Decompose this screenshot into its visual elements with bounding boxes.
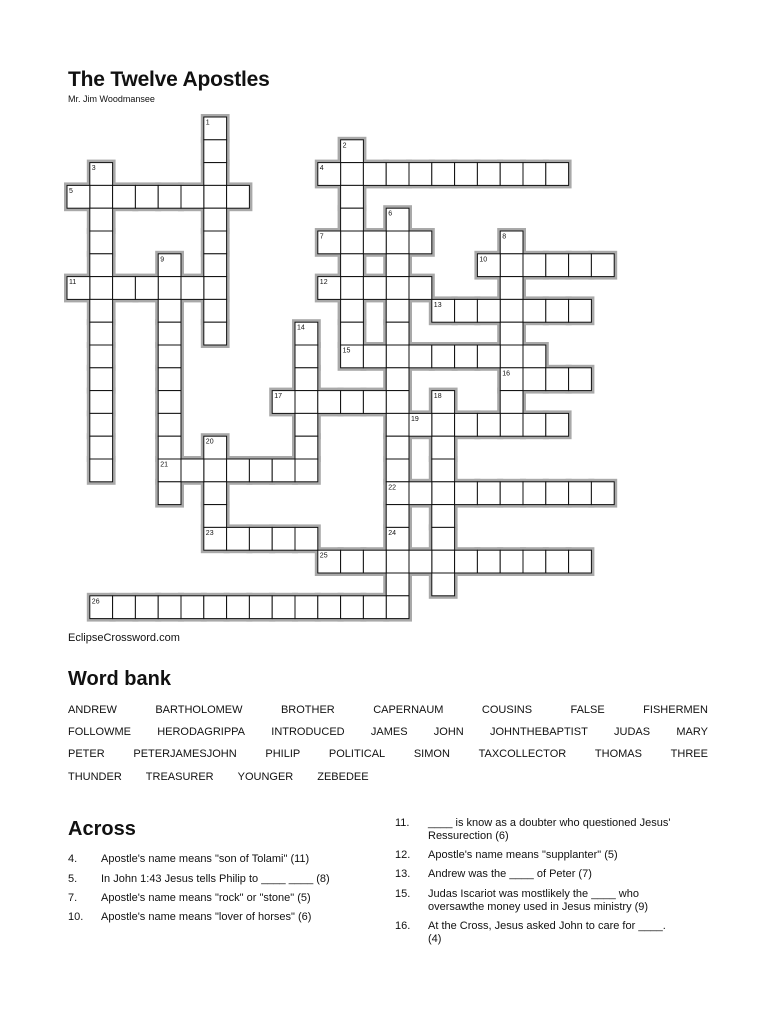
clue-number: 16 xyxy=(502,370,510,378)
word-bank-word: FOLLOWME xyxy=(68,726,131,738)
crossword-cell[interactable] xyxy=(158,299,181,322)
crossword-cell[interactable] xyxy=(386,505,409,528)
crossword-cell[interactable] xyxy=(181,596,204,619)
crossword-cell[interactable] xyxy=(455,550,478,573)
crossword-cell[interactable] xyxy=(204,299,227,322)
crossword-cell[interactable] xyxy=(295,391,318,414)
crossword-cell[interactable] xyxy=(341,596,364,619)
across-clue xyxy=(68,873,368,886)
crossword-cell[interactable] xyxy=(523,550,546,573)
crossword-cell[interactable] xyxy=(341,391,364,414)
crossword-cell[interactable] xyxy=(204,596,227,619)
word-bank-word: COUSINS xyxy=(481,704,533,716)
crossword-cell[interactable] xyxy=(500,163,523,186)
clue-number: 5. xyxy=(68,873,78,885)
crossword-cell[interactable] xyxy=(90,254,113,277)
crossword-cell[interactable] xyxy=(500,413,523,436)
word-bank-word: TAXCOLLECTOR xyxy=(478,748,567,760)
crossword-cell[interactable] xyxy=(363,550,386,573)
crossword-cell[interactable] xyxy=(158,436,181,459)
crossword-cell[interactable] xyxy=(341,277,364,300)
crossword-cell[interactable] xyxy=(523,368,546,391)
across-clue xyxy=(395,849,725,862)
across-clue xyxy=(395,888,725,914)
crossword-cell[interactable] xyxy=(477,299,500,322)
crossword-cell[interactable] xyxy=(90,277,113,300)
crossword-cell[interactable] xyxy=(204,185,227,208)
crossword-cell[interactable] xyxy=(432,527,455,550)
crossword-cell[interactable] xyxy=(569,482,592,505)
across-clue xyxy=(395,920,725,946)
crossword-cell[interactable] xyxy=(477,413,500,436)
crossword-cell[interactable] xyxy=(546,482,569,505)
word-bank-word: YOUNGER xyxy=(237,771,294,783)
crossword-cell[interactable] xyxy=(500,391,523,414)
crossword-cell[interactable] xyxy=(90,322,113,345)
crossword-cell[interactable] xyxy=(386,596,409,619)
page-title: The Twelve Apostles xyxy=(68,68,270,91)
clue-number: 15. xyxy=(395,888,411,900)
word-bank-row xyxy=(68,704,708,718)
crossword-cell[interactable] xyxy=(90,231,113,254)
crossword-cell[interactable] xyxy=(432,436,455,459)
crossword-cell[interactable] xyxy=(409,345,432,368)
crossword-cell[interactable] xyxy=(272,596,295,619)
word-bank-word: PHILIP xyxy=(265,748,301,760)
crossword-cell[interactable] xyxy=(546,368,569,391)
word-bank-word: FALSE xyxy=(570,704,605,716)
clue-text: oversawthe money used in Jesus ministry (9) xyxy=(428,901,649,913)
crossword-cell[interactable] xyxy=(341,163,364,186)
crossword-cell[interactable] xyxy=(90,391,113,414)
crossword-cell[interactable] xyxy=(546,163,569,186)
clue-number: 23 xyxy=(205,529,214,537)
crossword-cell[interactable] xyxy=(113,596,136,619)
word-bank-word: SIMON xyxy=(413,748,450,760)
crossword-cell[interactable] xyxy=(432,459,455,482)
crossword-cell[interactable] xyxy=(181,277,204,300)
clue-text: Apostle's name means "lover of horses" (6) xyxy=(101,911,312,923)
crossword-cell[interactable] xyxy=(523,299,546,322)
clue-text: Judas Iscariot was mostlikely the ____ who xyxy=(428,888,639,900)
clue-number: 19 xyxy=(411,415,419,423)
crossword-cell[interactable] xyxy=(363,596,386,619)
clue-number: 22 xyxy=(388,484,396,492)
crossword-cell[interactable] xyxy=(272,527,295,550)
crossword-cell[interactable] xyxy=(409,231,432,254)
crossword-cell[interactable] xyxy=(135,185,158,208)
crossword-cell[interactable] xyxy=(204,254,227,277)
crossword-cell[interactable] xyxy=(455,413,478,436)
crossword-cell[interactable] xyxy=(295,459,318,482)
crossword-cell[interactable] xyxy=(409,163,432,186)
crossword-cell[interactable] xyxy=(409,277,432,300)
crossword-cell[interactable] xyxy=(158,185,181,208)
crossword-cell[interactable] xyxy=(158,368,181,391)
across-heading: Across xyxy=(68,818,136,840)
crossword-cell[interactable] xyxy=(386,459,409,482)
word-bank-word: THOMAS xyxy=(594,748,642,760)
crossword-cell[interactable] xyxy=(546,550,569,573)
crossword-cell[interactable] xyxy=(432,550,455,573)
crossword-cell[interactable] xyxy=(477,550,500,573)
word-bank-word: POLITICAL xyxy=(328,748,386,760)
crossword-cell[interactable] xyxy=(409,482,432,505)
crossword-cell[interactable] xyxy=(204,163,227,186)
crossword-cell[interactable] xyxy=(295,368,318,391)
crossword-cell[interactable] xyxy=(455,345,478,368)
clue-number: 26 xyxy=(91,598,100,606)
word-bank-row xyxy=(68,726,708,740)
crossword-cell[interactable] xyxy=(432,413,455,436)
word-bank-word: JUDAS xyxy=(614,726,651,738)
crossword-cell[interactable] xyxy=(569,368,592,391)
word-bank-word: THUNDER xyxy=(68,771,122,783)
crossword-cell[interactable] xyxy=(341,254,364,277)
crossword-cell[interactable] xyxy=(249,459,272,482)
crossword-cell[interactable] xyxy=(135,277,158,300)
word-bank-word: ANDREW xyxy=(68,704,117,716)
clue-number: 25 xyxy=(319,552,328,560)
clue-number: 10 xyxy=(479,256,488,264)
crossword-cell[interactable] xyxy=(135,596,158,619)
clue-number: 4 xyxy=(319,165,324,173)
crossword-cell[interactable] xyxy=(318,391,341,414)
across-clue xyxy=(395,817,725,843)
clue-number: 12. xyxy=(395,849,411,861)
author-name: Mr. Jim Woodmansee xyxy=(68,94,155,104)
word-bank-row xyxy=(68,748,708,762)
crossword-cell[interactable] xyxy=(569,550,592,573)
clue-number: 18 xyxy=(433,393,442,401)
crossword-cell[interactable] xyxy=(227,459,250,482)
crossword-cell[interactable] xyxy=(477,482,500,505)
crossword-cell[interactable] xyxy=(295,596,318,619)
crossword-cell[interactable] xyxy=(432,163,455,186)
crossword-cell[interactable] xyxy=(158,596,181,619)
crossword-cell[interactable] xyxy=(227,527,250,550)
crossword-cell[interactable] xyxy=(158,391,181,414)
crossword-cell[interactable] xyxy=(523,254,546,277)
word-bank-word: HERODAGRIPPA xyxy=(157,726,246,738)
crossword-cell[interactable] xyxy=(500,322,523,345)
clue-number: 20 xyxy=(205,438,214,446)
word-bank-word: ZEBEDEE xyxy=(317,771,369,783)
clue-number: 10. xyxy=(68,911,84,923)
crossword-cell[interactable] xyxy=(386,299,409,322)
crossword-cell[interactable] xyxy=(363,277,386,300)
across-clue xyxy=(68,853,368,866)
crossword-cell[interactable] xyxy=(249,596,272,619)
crossword-cell[interactable] xyxy=(432,573,455,596)
crossword-cell[interactable] xyxy=(90,299,113,322)
clue-number: 13 xyxy=(433,301,442,309)
crossword-cell[interactable] xyxy=(90,208,113,231)
crossword-cell[interactable] xyxy=(295,436,318,459)
crossword-cell[interactable] xyxy=(386,368,409,391)
crossword-cell[interactable] xyxy=(158,277,181,300)
crossword-cell[interactable] xyxy=(90,413,113,436)
crossword-cell[interactable] xyxy=(204,322,227,345)
clue-number: 15 xyxy=(342,347,351,355)
clue-number: 16. xyxy=(395,920,411,932)
across-clue xyxy=(395,868,725,881)
crossword-cell[interactable] xyxy=(386,573,409,596)
crossword-cell[interactable] xyxy=(523,482,546,505)
crossword-cell[interactable] xyxy=(386,163,409,186)
crossword-cell[interactable] xyxy=(90,345,113,368)
crossword-cell[interactable] xyxy=(455,482,478,505)
crossword-cell[interactable] xyxy=(569,299,592,322)
crossword-cell[interactable] xyxy=(432,482,455,505)
crossword-cell[interactable] xyxy=(363,345,386,368)
clue-text: Andrew was the ____ of Peter (7) xyxy=(428,868,592,880)
crossword-cell[interactable] xyxy=(569,254,592,277)
crossword-cell[interactable] xyxy=(455,163,478,186)
crossword-cell[interactable] xyxy=(90,185,113,208)
clue-number: 2 xyxy=(342,142,347,150)
word-bank-word: JAMES xyxy=(370,726,408,738)
clue-text: (4) xyxy=(428,933,442,945)
crossword-cell[interactable] xyxy=(523,163,546,186)
crossword-cell[interactable] xyxy=(591,482,614,505)
crossword-cell[interactable] xyxy=(204,140,227,163)
crossword-cell[interactable] xyxy=(295,527,318,550)
clue-number: 4. xyxy=(68,853,78,865)
clue-text: In John 1:43 Jesus tells Philip to ____ ____ (8) xyxy=(101,873,330,885)
crossword-cell[interactable] xyxy=(227,596,250,619)
clue-text: At the Cross, Jesus asked John to care for ____. xyxy=(428,920,666,932)
crossword-cell[interactable] xyxy=(409,550,432,573)
crossword-cell[interactable] xyxy=(500,277,523,300)
word-bank-word: CAPERNAUM xyxy=(373,704,444,716)
clue-text: Apostle's name means "rock" or "stone" (5) xyxy=(101,892,311,904)
clue-number: 21 xyxy=(160,461,168,469)
word-bank-word: BROTHER xyxy=(280,704,335,716)
word-bank-heading: Word bank xyxy=(68,668,171,690)
across-clue xyxy=(68,892,368,905)
crossword-cell[interactable] xyxy=(158,345,181,368)
crossword-cell[interactable] xyxy=(341,299,364,322)
crossword-cell[interactable] xyxy=(386,550,409,573)
crossword-cell[interactable] xyxy=(432,505,455,528)
crossword-cell[interactable] xyxy=(363,231,386,254)
clue-number: 13. xyxy=(395,868,411,880)
word-bank-word: PETER xyxy=(68,748,105,760)
clue-number: 6 xyxy=(388,210,393,218)
crossword-cell[interactable] xyxy=(386,277,409,300)
clue-number: 7 xyxy=(319,233,324,241)
crossword-cell[interactable] xyxy=(295,413,318,436)
crossword-cell[interactable] xyxy=(341,185,364,208)
word-bank-word: JOHNTHEBAPTIST xyxy=(490,726,588,738)
crossword-cell[interactable] xyxy=(500,254,523,277)
clue-number: 1 xyxy=(205,119,210,127)
crossword-cell[interactable] xyxy=(477,345,500,368)
clue-number: 14 xyxy=(297,324,305,332)
crossword-cell[interactable] xyxy=(227,185,250,208)
clue-number: 8 xyxy=(502,233,507,241)
crossword-cell[interactable] xyxy=(386,413,409,436)
word-bank-word: INTRODUCED xyxy=(271,726,345,738)
crossword-cell[interactable] xyxy=(204,505,227,528)
crossword-cell[interactable] xyxy=(455,299,478,322)
crossword-cell[interactable] xyxy=(90,459,113,482)
crossword-cell[interactable] xyxy=(158,413,181,436)
word-bank-word: TREASURER xyxy=(145,771,214,783)
crossword-cell[interactable] xyxy=(90,436,113,459)
crossword-cell[interactable] xyxy=(204,459,227,482)
crossword-cell[interactable] xyxy=(386,436,409,459)
word-bank-word: THREE xyxy=(670,748,708,760)
crossword-cell[interactable] xyxy=(363,391,386,414)
clue-text: Ressurection (6) xyxy=(428,830,509,842)
crossword-cell[interactable] xyxy=(546,413,569,436)
crossword-cell[interactable] xyxy=(386,254,409,277)
crossword-cell[interactable] xyxy=(386,322,409,345)
crossword-cell[interactable] xyxy=(204,231,227,254)
source-credit: EclipseCrossword.com xyxy=(68,632,180,644)
crossword-cell[interactable] xyxy=(341,322,364,345)
clue-number: 7. xyxy=(68,892,78,904)
crossword-cell[interactable] xyxy=(500,482,523,505)
crossword-cell[interactable] xyxy=(181,185,204,208)
clue-number: 11 xyxy=(69,279,77,287)
crossword-cell[interactable] xyxy=(546,299,569,322)
crossword-cell[interactable] xyxy=(158,322,181,345)
crossword-cell[interactable] xyxy=(591,254,614,277)
crossword-cell[interactable] xyxy=(546,254,569,277)
word-bank-row xyxy=(68,771,708,785)
crossword-cell[interactable] xyxy=(477,163,500,186)
crossword-cell[interactable] xyxy=(432,345,455,368)
crossword-cell[interactable] xyxy=(249,527,272,550)
crossword-cell[interactable] xyxy=(318,596,341,619)
crossword-cell[interactable] xyxy=(158,482,181,505)
crossword-cell[interactable] xyxy=(341,550,364,573)
clue-number: 3 xyxy=(91,165,96,173)
crossword-cell[interactable] xyxy=(386,345,409,368)
word-bank-word: MARY xyxy=(676,726,708,738)
crossword-cell[interactable] xyxy=(500,345,523,368)
crossword-cell[interactable] xyxy=(295,345,318,368)
crossword-cell[interactable] xyxy=(500,550,523,573)
clue-text: Apostle's name means "supplanter" (5) xyxy=(428,849,618,861)
crossword-cell[interactable] xyxy=(204,277,227,300)
clue-number: 5 xyxy=(69,187,73,195)
across-clue xyxy=(68,911,368,924)
crossword-cell[interactable] xyxy=(204,208,227,231)
clue-text: Apostle's name means "son of Tolami" (11) xyxy=(101,853,310,865)
clue-number: 17 xyxy=(274,393,282,401)
crossword-cell[interactable] xyxy=(204,482,227,505)
clue-number: 24 xyxy=(388,529,396,537)
clue-number: 11. xyxy=(395,817,410,829)
clue-number: 9 xyxy=(160,256,165,264)
word-bank-word: FISHERMEN xyxy=(643,704,708,716)
clue-text: ____ is know as a doubter who questioned Jesus' xyxy=(428,817,671,829)
crossword-cell[interactable] xyxy=(523,413,546,436)
crossword-cell[interactable] xyxy=(113,277,136,300)
crossword-cell[interactable] xyxy=(341,208,364,231)
crossword-cell[interactable] xyxy=(272,459,295,482)
crossword-cell[interactable] xyxy=(386,391,409,414)
word-bank-word: PETERJAMESJOHN xyxy=(133,748,237,760)
crossword-cell[interactable] xyxy=(113,185,136,208)
clue-number: 12 xyxy=(319,279,328,287)
crossword-cell[interactable] xyxy=(500,299,523,322)
crossword-cell[interactable] xyxy=(386,231,409,254)
word-bank-word: BARTHOLOMEW xyxy=(155,704,243,716)
crossword-cell[interactable] xyxy=(181,459,204,482)
crossword-cell[interactable] xyxy=(90,368,113,391)
crossword-cell[interactable] xyxy=(523,345,546,368)
crossword-cell[interactable] xyxy=(363,163,386,186)
word-bank-word: JOHN xyxy=(433,726,464,738)
crossword-cell[interactable] xyxy=(341,231,364,254)
